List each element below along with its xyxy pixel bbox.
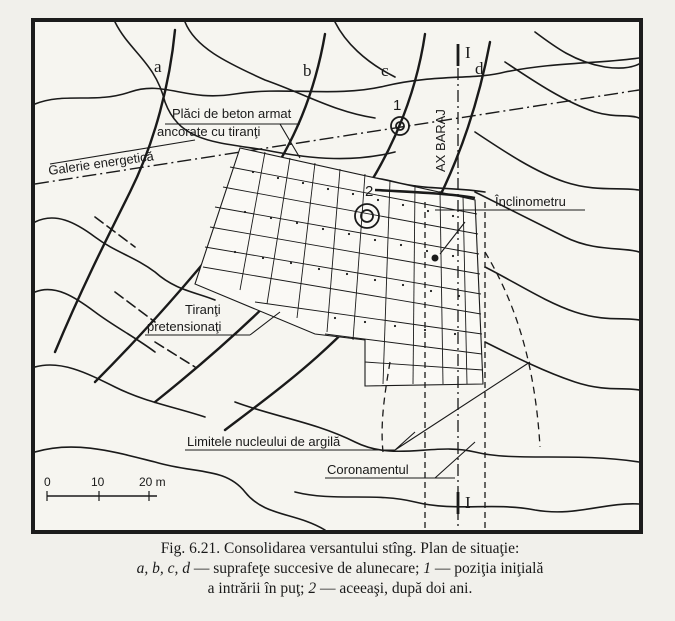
caption-num-1: 1 [423, 560, 432, 577]
caption-line-3-end: — aceeaşi, după doi ani. [316, 580, 473, 597]
scale-tick-0: 0 [44, 475, 51, 489]
figure-caption [40, 539, 640, 599]
caption-num-2: 2 [308, 580, 317, 597]
label-tierods-line1: Tiranţi [185, 302, 221, 317]
label-crest: Coronamentul [327, 462, 409, 477]
label-dam-axis: AX BARAJ [433, 109, 448, 172]
plan-frame [31, 18, 643, 534]
caption-line-3 [40, 579, 640, 599]
slide-label-c: c [381, 61, 389, 80]
slide-label-d: d [475, 59, 484, 78]
section-label-bottom: I [465, 493, 471, 512]
scale-bar [44, 475, 166, 501]
contour-line [485, 342, 639, 390]
slide-branch [115, 292, 155, 322]
caption-letters: a, b, c, d [136, 560, 191, 577]
inclinometer-point [432, 255, 439, 262]
caption-line-2 [40, 559, 640, 579]
scale-tick-20: 20 m [139, 475, 166, 489]
slide-surface-a [55, 30, 175, 352]
label-concrete-plates-line2: ancorate cu tiranţi [157, 124, 261, 139]
contour-line [475, 132, 639, 190]
caption-line-1: Fig. 6.21. Consolidarea versantului stîng. Plan de situaţie: [160, 540, 520, 557]
scale-tick-10: 10 [91, 475, 105, 489]
contour-line [535, 32, 639, 68]
label-inclinometer: Înclinometru [495, 194, 566, 209]
contour-line [505, 62, 639, 118]
contour-line [35, 58, 639, 104]
caption-line-2-text: — suprafeţe succesive de alunecare; [190, 560, 424, 577]
contour-line [485, 267, 639, 320]
label-concrete-plates-line1: Plăci de beton armat [172, 106, 292, 121]
site-plan [35, 22, 639, 530]
slide-label-a: a [154, 57, 162, 76]
section-label-top: I [465, 43, 471, 62]
caption-line-3-start: a intrării în puţ; [207, 580, 309, 597]
contour-line [235, 402, 639, 462]
label-clay-core: Limitele nucleului de argilă [187, 434, 341, 449]
point-label-2: 2 [365, 183, 374, 200]
slide-label-b: b [303, 61, 312, 80]
contour-line [35, 218, 215, 300]
label-energy-gallery: Galerie energetică [47, 148, 155, 178]
contour-line [35, 447, 325, 530]
slide-branch [155, 342, 195, 367]
contour-line [185, 22, 375, 118]
point-label-1: 1 [393, 97, 402, 114]
caption-line-2-end: — poziţia iniţială [431, 560, 544, 577]
contour-line [35, 365, 205, 417]
contour-line [35, 290, 155, 352]
label-tierods-line2: pretensionaţi [147, 319, 222, 334]
